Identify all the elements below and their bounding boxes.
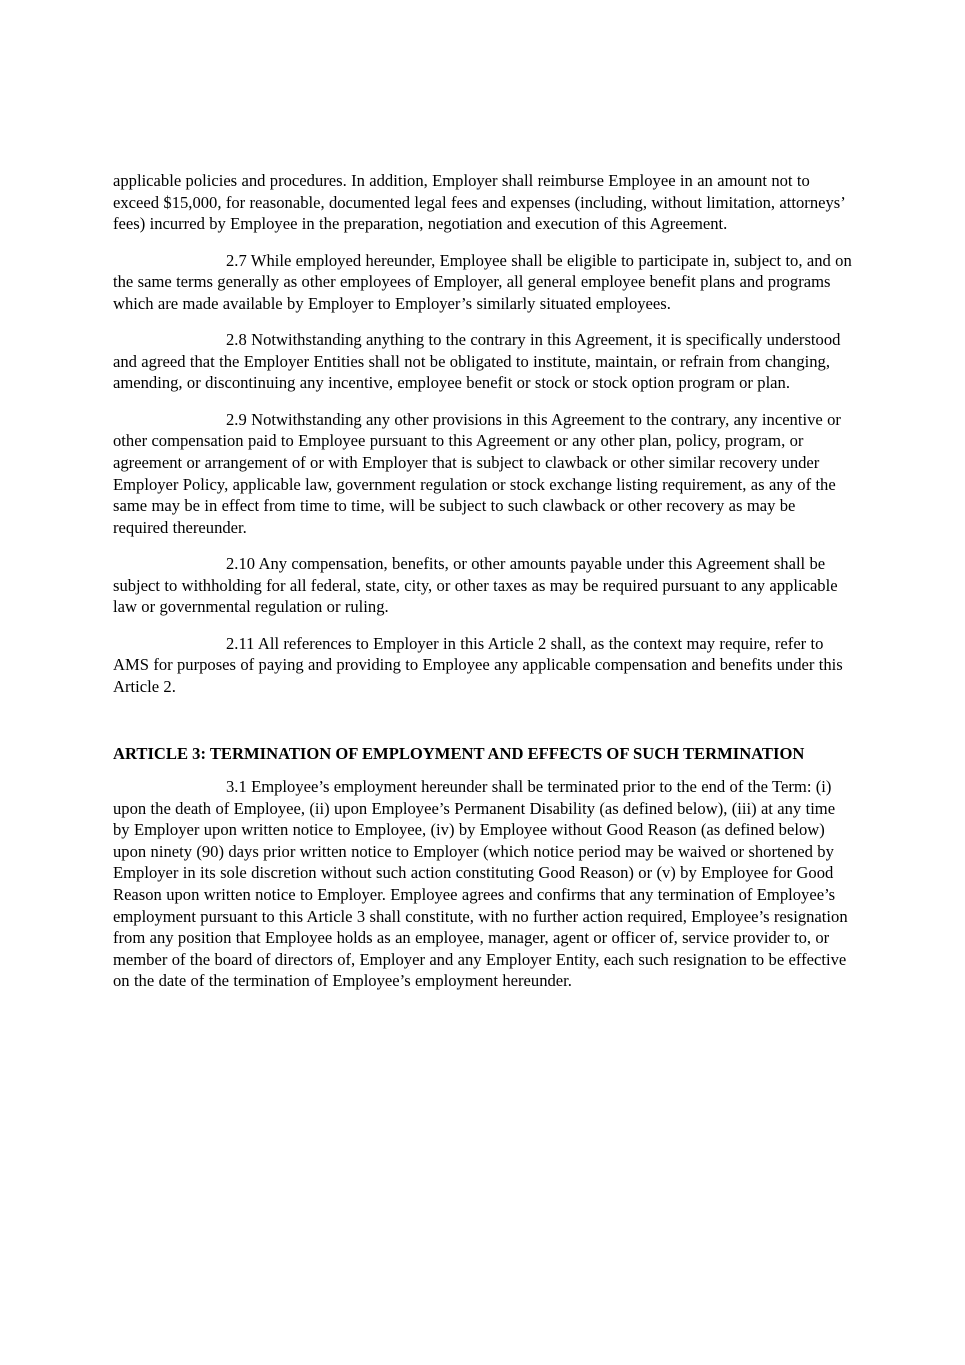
article-3-heading: ARTICLE 3: TERMINATION OF EMPLOYMENT AND EFFECTS OF SUCH TERMINATION [113, 744, 805, 764]
paragraph-3-1: 3.1 Employee’s employment hereunder shall be terminated prior to the end of the Term: (i) upon the death of Employee, (ii) upon Employee’s Permanent Disability (as defined below), (iii) at any time by Employer upon written notice to Employee, (iv) by Employee without Good Reason (as defined below) upon ninety (90) days prior written notice to Employer (which notice period may be waived or shortened by Employer in its sole discretion without such action constituting Good Reason) or (v) by Employee for Good Reason upon written notice to Employer. Employee agrees and confirms that any termination of Employee’s employment pursuant to this Article 3 shall constitute, with no further action required, Employee’s resignation from any position that Employee holds as an employee, manager, agent or officer of, service provider to, or member of the board of directors of, Employer and any Employer Entity, each such resignation to be effective on the date of the termination of Employee’s employment hereunder. [113, 777, 848, 991]
paragraph-2-11: 2.11 All references to Employer in this Article 2 shall, as the context may require, refer to AMS for purposes of paying and providing to Employee any applicable compensation and benefits under this Article 2. [113, 633, 843, 696]
paragraph-2-7: 2.7 While employed hereunder, Employee shall be eligible to participate in, subject to, and on the same terms generally as other employees of Employer, all general employee benefit plans and programs which are made available by Employer to Employer’s similarly situated employees. [113, 250, 852, 313]
paragraph-2-9: 2.9 Notwithstanding any other provisions in this Agreement to the contrary, any incentive or other compensation paid to Employee pursuant to this Agreement or any other plan, policy, program, or agreement or arrangement of or with Employer that is subject to clawback or other similar recovery under Employer Policy, applicable law, government regulation or stock exchange listing requirement, as any of the same may be in effect from time to time, will be subject to such clawback or other recovery as may be required thereunder. [113, 409, 841, 537]
paragraph-2-8: 2.8 Notwithstanding anything to the contrary in this Agreement, it is specifically understood and agreed that the Employer Entities shall not be obligated to institute, maintain, or refrain from changing, amending, or discontinuing any incentive, employee benefit or stock or stock option program or plan. [113, 330, 841, 393]
document-text-block [113, 170, 853, 1007]
paragraph-2-6-continuation: applicable policies and procedures. In addition, Employer shall reimburse Employee in an amount not to exceed $15,000, for reasonable, documented legal fees and expenses (including, without limitation, attorneys’ fees) incurred by Employee in the preparation, negotiation and execution of this Agreement. [113, 171, 845, 234]
paragraph-2-10: 2.10 Any compensation, benefits, or other amounts payable under this Agreement shall be subject to withholding for all federal, state, city, or other taxes as may be required pursuant to any applicable law or governmental regulation or ruling. [113, 554, 838, 617]
